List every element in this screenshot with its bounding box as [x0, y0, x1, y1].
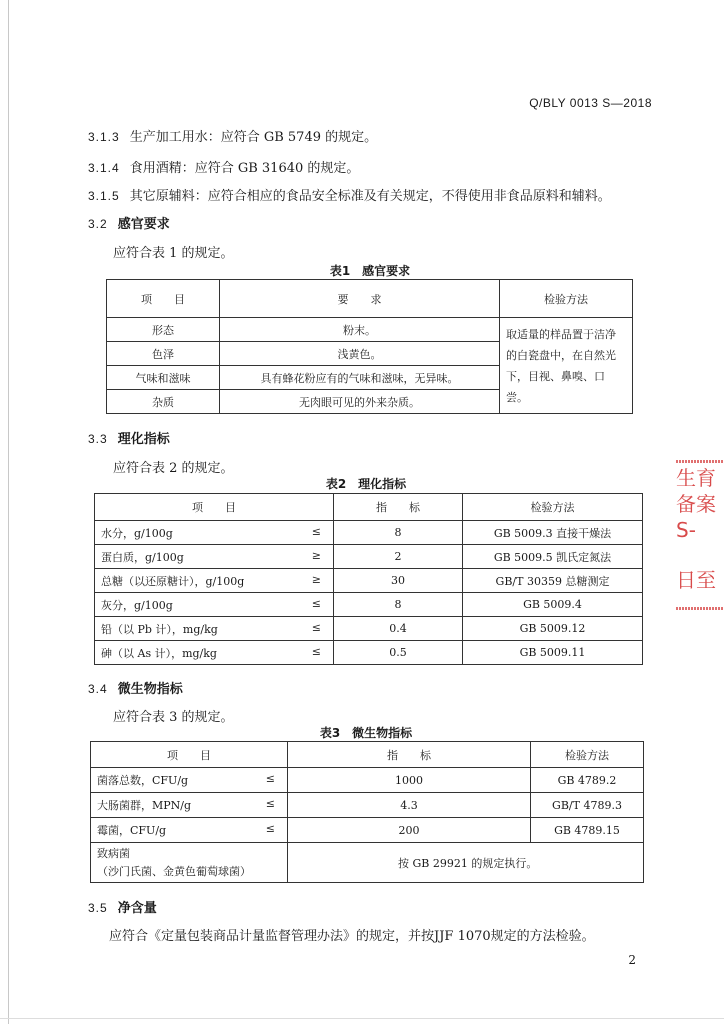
- table2-item: [95, 641, 334, 665]
- table2-item: [95, 521, 334, 545]
- item-label: 霉菌，CFU/g: [97, 824, 167, 837]
- item-label: 灰分，g/100g: [101, 598, 173, 612]
- pathogen-species: （沙门氏菌、金黄色葡萄球菌）: [97, 864, 251, 878]
- table3-item: [91, 768, 288, 793]
- section-3-4-intro: 应符合表 3 的规定。: [113, 710, 234, 725]
- item-label: 铅（以 Pb 计），mg/kg: [101, 622, 218, 636]
- comparison-symbol: ≤: [265, 822, 275, 835]
- red-stamp-fragment: [676, 458, 724, 612]
- table2-header-item: 项 目: [95, 494, 334, 521]
- section-3-5-text: 应符合《定量包装商品计量监督管理办法》的规定，并按JJF 1070规定的方法检验。: [109, 929, 595, 944]
- table2-method: GB 5009.3 直接干燥法: [463, 521, 643, 545]
- table1-header-req: 要 求: [220, 280, 500, 318]
- section-3-3-intro: 应符合表 2 的规定。: [113, 461, 234, 476]
- pathogen-label: 致病菌: [97, 846, 130, 860]
- table3-item: [91, 818, 288, 843]
- table2-value: 2: [334, 545, 463, 569]
- section-number: 3.5: [88, 901, 108, 915]
- table2-item: [95, 545, 334, 569]
- stamp-border: [676, 607, 724, 610]
- section-title: 净含量: [117, 901, 157, 916]
- table3-method: GB/T 4789.3: [531, 793, 644, 818]
- table3-header-value: 指 标: [288, 742, 531, 768]
- section-number: 3.2: [88, 217, 108, 231]
- table3-header-item: 项 目: [91, 742, 288, 768]
- table2-caption: 表2 理化指标: [325, 477, 407, 491]
- section-3-2-heading: [88, 213, 170, 232]
- table2-value: 0.5: [334, 641, 463, 665]
- table2-method: GB 5009.11: [463, 641, 643, 665]
- table3-value: 1000: [288, 768, 531, 793]
- comparison-symbol: ≤: [311, 644, 321, 658]
- page-number: 2: [628, 953, 636, 967]
- table3-header-method: 检验方法: [531, 742, 644, 768]
- clause-text: 食用酒精：应符合 GB 31640 的规定。: [129, 161, 360, 176]
- section-3-4-heading: [88, 678, 183, 697]
- table3-caption: 表3 微生物指标: [319, 726, 413, 740]
- comparison-symbol: ≤: [311, 596, 321, 610]
- item-label: 大肠菌群，MPN/g: [97, 799, 192, 812]
- scan-bottom-edge: [0, 1018, 724, 1019]
- clause-text: 生产加工用水：应符合 GB 5749 的规定。: [129, 130, 378, 145]
- clause-number: 3.1.3: [88, 130, 120, 144]
- comparison-symbol: ≤: [311, 524, 321, 538]
- table3-value: 200: [288, 818, 531, 843]
- stamp-border: [676, 460, 724, 463]
- table1-item: 杂质: [107, 390, 220, 414]
- table2-value: 8: [334, 593, 463, 617]
- clause-3-1-5: [88, 185, 611, 204]
- table3-method: GB 4789.15: [531, 818, 644, 843]
- section-3-3-heading: [88, 428, 170, 447]
- table1-requirement: 具有蜂花粉应有的气味和滋味，无异味。: [220, 366, 500, 390]
- section-3-2-intro: 应符合表 1 的规定。: [113, 246, 234, 261]
- table2-value: 30: [334, 569, 463, 593]
- table2-method: GB 5009.4: [463, 593, 643, 617]
- comparison-symbol: ≥: [311, 572, 321, 586]
- item-label: 砷（以 As 计），mg/kg: [101, 646, 217, 660]
- section-title: 微生物指标: [117, 682, 183, 697]
- table2-item: [95, 593, 334, 617]
- table2-value: 8: [334, 521, 463, 545]
- table2-method: GB/T 30359 总糖测定: [463, 569, 643, 593]
- table1-method: 取适量的样品置于洁净的白瓷盘中，在自然光下，目视、鼻嗅、口尝。: [500, 318, 633, 414]
- item-label: 蛋白质，g/100g: [101, 550, 184, 564]
- table2-item: [95, 617, 334, 641]
- table1-requirement: 无肉眼可见的外来杂质。: [220, 390, 500, 414]
- stamp-text-line: 日至: [676, 568, 716, 592]
- section-3-5-heading: [88, 897, 157, 916]
- table3-method: GB 4789.2: [531, 768, 644, 793]
- table3-micro: [90, 741, 644, 883]
- table1-item: 气味和滋味: [107, 366, 220, 390]
- table2-method: GB 5009.5 凯氏定氮法: [463, 545, 643, 569]
- table2-physchem: [94, 493, 643, 665]
- table1-caption: 表1 感官要求: [329, 264, 411, 278]
- table3-pathogen-note: 按 GB 29921 的规定执行。: [288, 843, 644, 883]
- table3-item: [91, 793, 288, 818]
- table2-value: 0.4: [334, 617, 463, 641]
- section-number: 3.4: [88, 682, 108, 696]
- comparison-symbol: ≤: [265, 797, 275, 810]
- section-title: 理化指标: [117, 432, 170, 447]
- table1-header-item: 项 目: [107, 280, 220, 318]
- table1-header-method: 检验方法: [500, 280, 633, 318]
- table2-header-value: 指 标: [334, 494, 463, 521]
- clause-text: 其它原辅料：应符合相应的食品安全标准及有关规定，不得使用非食品原料和辅料。: [129, 189, 611, 204]
- table3-pathogen-item: [91, 843, 288, 883]
- table1-item: 形态: [107, 318, 220, 342]
- page-edge: [8, 0, 9, 1024]
- table2-header-method: 检验方法: [463, 494, 643, 521]
- clause-number: 3.1.4: [88, 161, 120, 175]
- comparison-symbol: ≤: [311, 620, 321, 634]
- table1-requirement: 粉末。: [220, 318, 500, 342]
- table3-value: 4.3: [288, 793, 531, 818]
- stamp-text-line: S-: [676, 518, 696, 542]
- item-label: 水分，g/100g: [101, 526, 173, 540]
- table2-method: GB 5009.12: [463, 617, 643, 641]
- clause-3-1-4: [88, 157, 359, 176]
- item-label: 菌落总数，CFU/g: [97, 774, 189, 787]
- clause-3-1-3: [88, 126, 377, 145]
- item-label: 总糖（以还原糖计），g/100g: [101, 574, 245, 588]
- table1-item: 色泽: [107, 342, 220, 366]
- clause-number: 3.1.5: [88, 189, 120, 203]
- standard-code: Q/BLY 0013 S—2018: [529, 96, 652, 110]
- section-number: 3.3: [88, 432, 108, 446]
- comparison-symbol: ≥: [311, 548, 321, 562]
- table2-item: [95, 569, 334, 593]
- table1-sensory: [106, 279, 633, 414]
- table1-requirement: 浅黄色。: [220, 342, 500, 366]
- stamp-text-line: 备案: [676, 492, 716, 516]
- section-title: 感官要求: [117, 217, 170, 232]
- comparison-symbol: ≤: [265, 772, 275, 785]
- stamp-text-line: 生育: [676, 466, 716, 490]
